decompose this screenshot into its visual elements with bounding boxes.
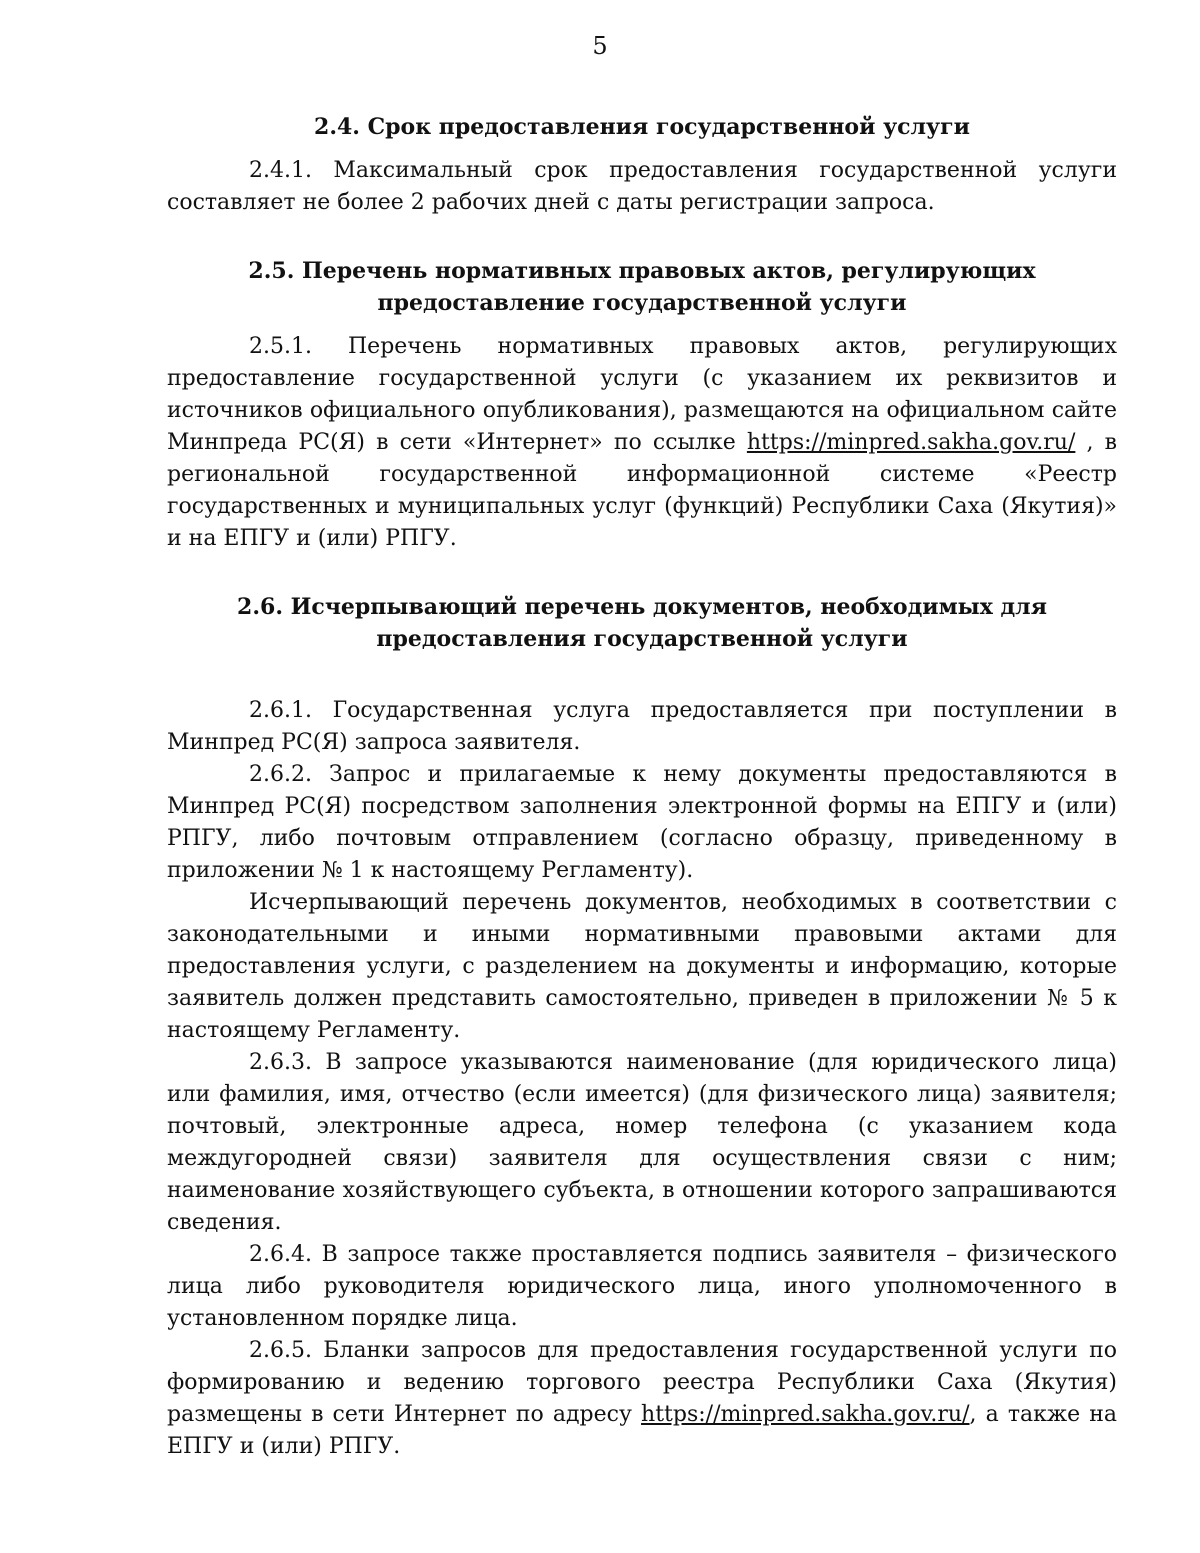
section-2-5-heading-line1: 2.5. Перечень нормативных правовых актов, регулирующих xyxy=(248,258,1036,284)
minpred-link[interactable]: https://minpred.sakha.gov.ru/ xyxy=(746,430,1076,455)
section-2-6-heading-line1: 2.6. Исчерпывающий перечень документов, необходимых для xyxy=(237,594,1047,620)
page-number: 5 xyxy=(592,32,608,60)
paragraph-2-6-1: 2.6.1. Государственная услуга предоставляется при поступлении в Минпред РС(Я) запроса заявителя. xyxy=(167,698,1117,755)
section-2-4-heading: 2.4. Срок предоставления государственной услуги xyxy=(314,114,970,140)
paragraph-2-5-1-text-start: 2.5.1. Перечень нормативных правовых актов, регулирующих предоставление государственной услуги (с указанием их реквизитов и источников официального опубликования), размещаются на официальном сайте Минпреда РС(Я) в сети «Интернет» по ссылке xyxy=(167,334,1117,455)
paragraph-2-6-5-text-end: , а также на ЕПГУ и (или) РПГУ. xyxy=(167,1402,1117,1459)
section-2-6-heading-line2: предоставления государственной услуги xyxy=(376,626,908,652)
paragraph-2-6-4: 2.6.4. В запросе также проставляется подпись заявителя – физического лица либо руководителя юридического лица, иного уполномоченного в установленном порядке лица. xyxy=(167,1242,1117,1331)
section-2-5-heading-line2: предоставление государственной услуги xyxy=(377,290,907,316)
paragraph-2-6-5-text-start: 2.6.5. Бланки запросов для предоставления государственной услуги по формированию и ведению торгового реестра Республики Саха (Якутия) размещены в сети Интернет по адресу xyxy=(167,1338,1117,1427)
paragraph-2-6-2: 2.6.2. Запрос и прилагаемые к нему документы предоставляются в Минпред РС(Я) посредством заполнения электронной формы на ЕПГУ и (или) РПГУ, либо почтовым отправлением (согласно образцу, приведенному в приложении № 1 к настоящему Регламенту). xyxy=(167,762,1117,883)
document-body xyxy=(167,111,1117,1463)
paragraph-2-6-5 xyxy=(167,1335,1117,1463)
paragraph-2-6-3: 2.6.3. В запросе указываются наименование (для юридического лица) или фамилия, имя, отчество (если имеется) (для физического лица) заявителя; почтовый, электронные адреса, номер телефона (с указанием кода междугородней связи) заявителя для осуществления связи с ним; наименование хозяйствующего субъекта, в отношении которого запрашиваются сведения. xyxy=(167,1050,1117,1235)
paragraph-2-5-1 xyxy=(167,331,1117,555)
paragraph-2-4-1: 2.4.1. Максимальный срок предоставления государственной услуги составляет не более 2 рабочих дней с даты регистрации запроса. xyxy=(167,158,1117,215)
paragraph-2-5-1-text-end: , в региональной государственной информационной системе «Реестр государственных и муниципальных услуг (функций) Республики Саха (Якутия)» и на ЕПГУ и (или) РПГУ. xyxy=(167,430,1117,551)
paragraph-documents-list: Исчерпывающий перечень документов, необходимых в соответствии с законодательными и иными нормативными правовыми актами для предоставления услуги, с разделением на документы и информацию, которые заявитель должен представить самостоятельно, приведен в приложении № 5 к настоящему Регламенту. xyxy=(167,890,1117,1043)
minpred-forms-link[interactable]: https://minpred.sakha.gov.ru/ xyxy=(641,1402,970,1427)
section-2-5-heading xyxy=(167,255,1117,319)
section-2-6-heading xyxy=(167,591,1117,655)
